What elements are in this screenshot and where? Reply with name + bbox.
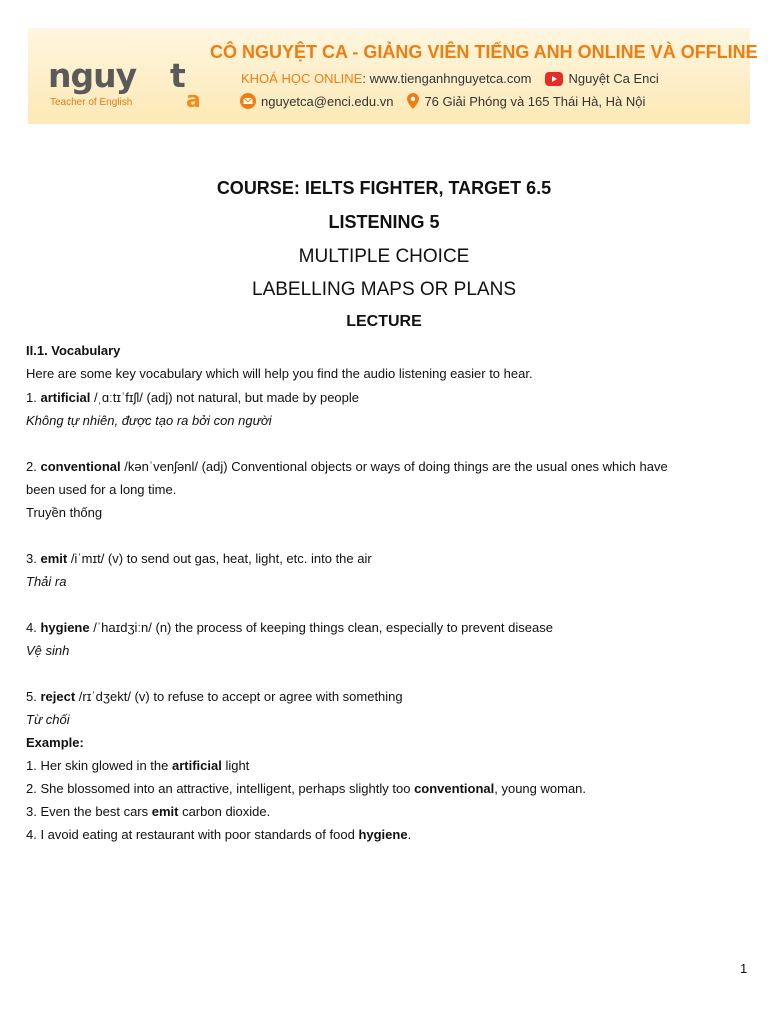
vocab-translation-1: Không tự nhiên, được tạo ra bởi con người	[26, 413, 272, 428]
example-title: Example:	[26, 735, 84, 750]
address: 76 Giải Phóng và 165 Thái Hà, Hà Nội	[424, 93, 646, 109]
vocab-item-5: 5. reject /rɪˈdʒekt/ (v) to refuse to accept or agree with something	[26, 689, 403, 704]
youtube-channel[interactable]: Nguyệt Ca Enci	[568, 71, 659, 86]
banner-title: CÔ NGUYỆT CA - GIẢNG VIÊN TIẾNG ANH ONLINE VÀ OFFLINE	[210, 42, 758, 62]
listening-title: LISTENING 5	[328, 212, 440, 232]
course-title: COURSE: IELTS FIGHTER, TARGET 6.5	[216, 178, 552, 198]
multiple-choice-heading: MULTIPLE CHOICE	[298, 246, 470, 267]
vocab-translation-2: Truyền thống	[26, 505, 103, 520]
page-number: 1	[740, 961, 748, 976]
vocab-translation-4: Vệ sinh	[26, 643, 70, 658]
vocab-translation-5: Từ chối	[26, 712, 70, 727]
example-3: 3. Even the best cars emit carbon dioxide.	[26, 804, 271, 819]
example-2: 2. She blossomed into an attractive, intelligent, perhaps slightly too conventional, young woman.	[26, 781, 587, 796]
location-pin-icon	[407, 93, 419, 109]
email-icon	[240, 93, 256, 109]
vocab-translation-3: Thải ra	[26, 574, 67, 589]
logo-wordmark: nguy	[48, 56, 137, 95]
logo-ca: a	[186, 88, 201, 113]
website-link[interactable]: : www.tienganhnguyetca.com	[362, 71, 532, 86]
banner-contact-line-1	[241, 71, 659, 86]
vocab-item-2: 2. conventional /kənˈvenʃənl/ (adj) Conventional objects or ways of doing things are the usual ones which have	[26, 459, 668, 474]
online-course-label: KHOÁ HỌC ONLINE	[241, 71, 363, 86]
labelling-heading: LABELLING MAPS OR PLANS	[252, 279, 516, 300]
youtube-icon	[545, 72, 563, 86]
vocab-section-title: II.1. Vocabulary	[26, 343, 121, 358]
vocab-intro: Here are some key vocabulary which will help you find the audio listening easier to hear.	[26, 366, 533, 381]
example-4: 4. I avoid eating at restaurant with poor standards of food hygiene.	[26, 827, 412, 842]
logo-subtitle: Teacher of English	[50, 97, 133, 108]
header-banner	[28, 28, 758, 124]
brand-logo	[28, 28, 218, 124]
vocab-item-3: 3. emit /iˈmɪt/ (v) to send out gas, heat, light, etc. into the air	[26, 551, 372, 566]
vocab-item-2-cont: been used for a long time.	[26, 482, 177, 497]
logo-letter-t: t	[170, 56, 186, 95]
vocab-item-4: 4. hygiene /ˈhaɪdʒiːn/ (n) the process of keeping things clean, especially to prevent disease	[26, 620, 553, 635]
email-address[interactable]: nguyetca@enci.edu.vn	[261, 93, 394, 109]
example-1: 1. Her skin glowed in the artificial light	[26, 758, 250, 773]
lecture-heading: LECTURE	[346, 313, 422, 330]
vocab-item-1: 1. artificial /ˌɑːtɪˈfɪʃl/ (adj) not natural, but made by people	[26, 390, 359, 405]
banner-contact-line-2	[240, 93, 645, 109]
